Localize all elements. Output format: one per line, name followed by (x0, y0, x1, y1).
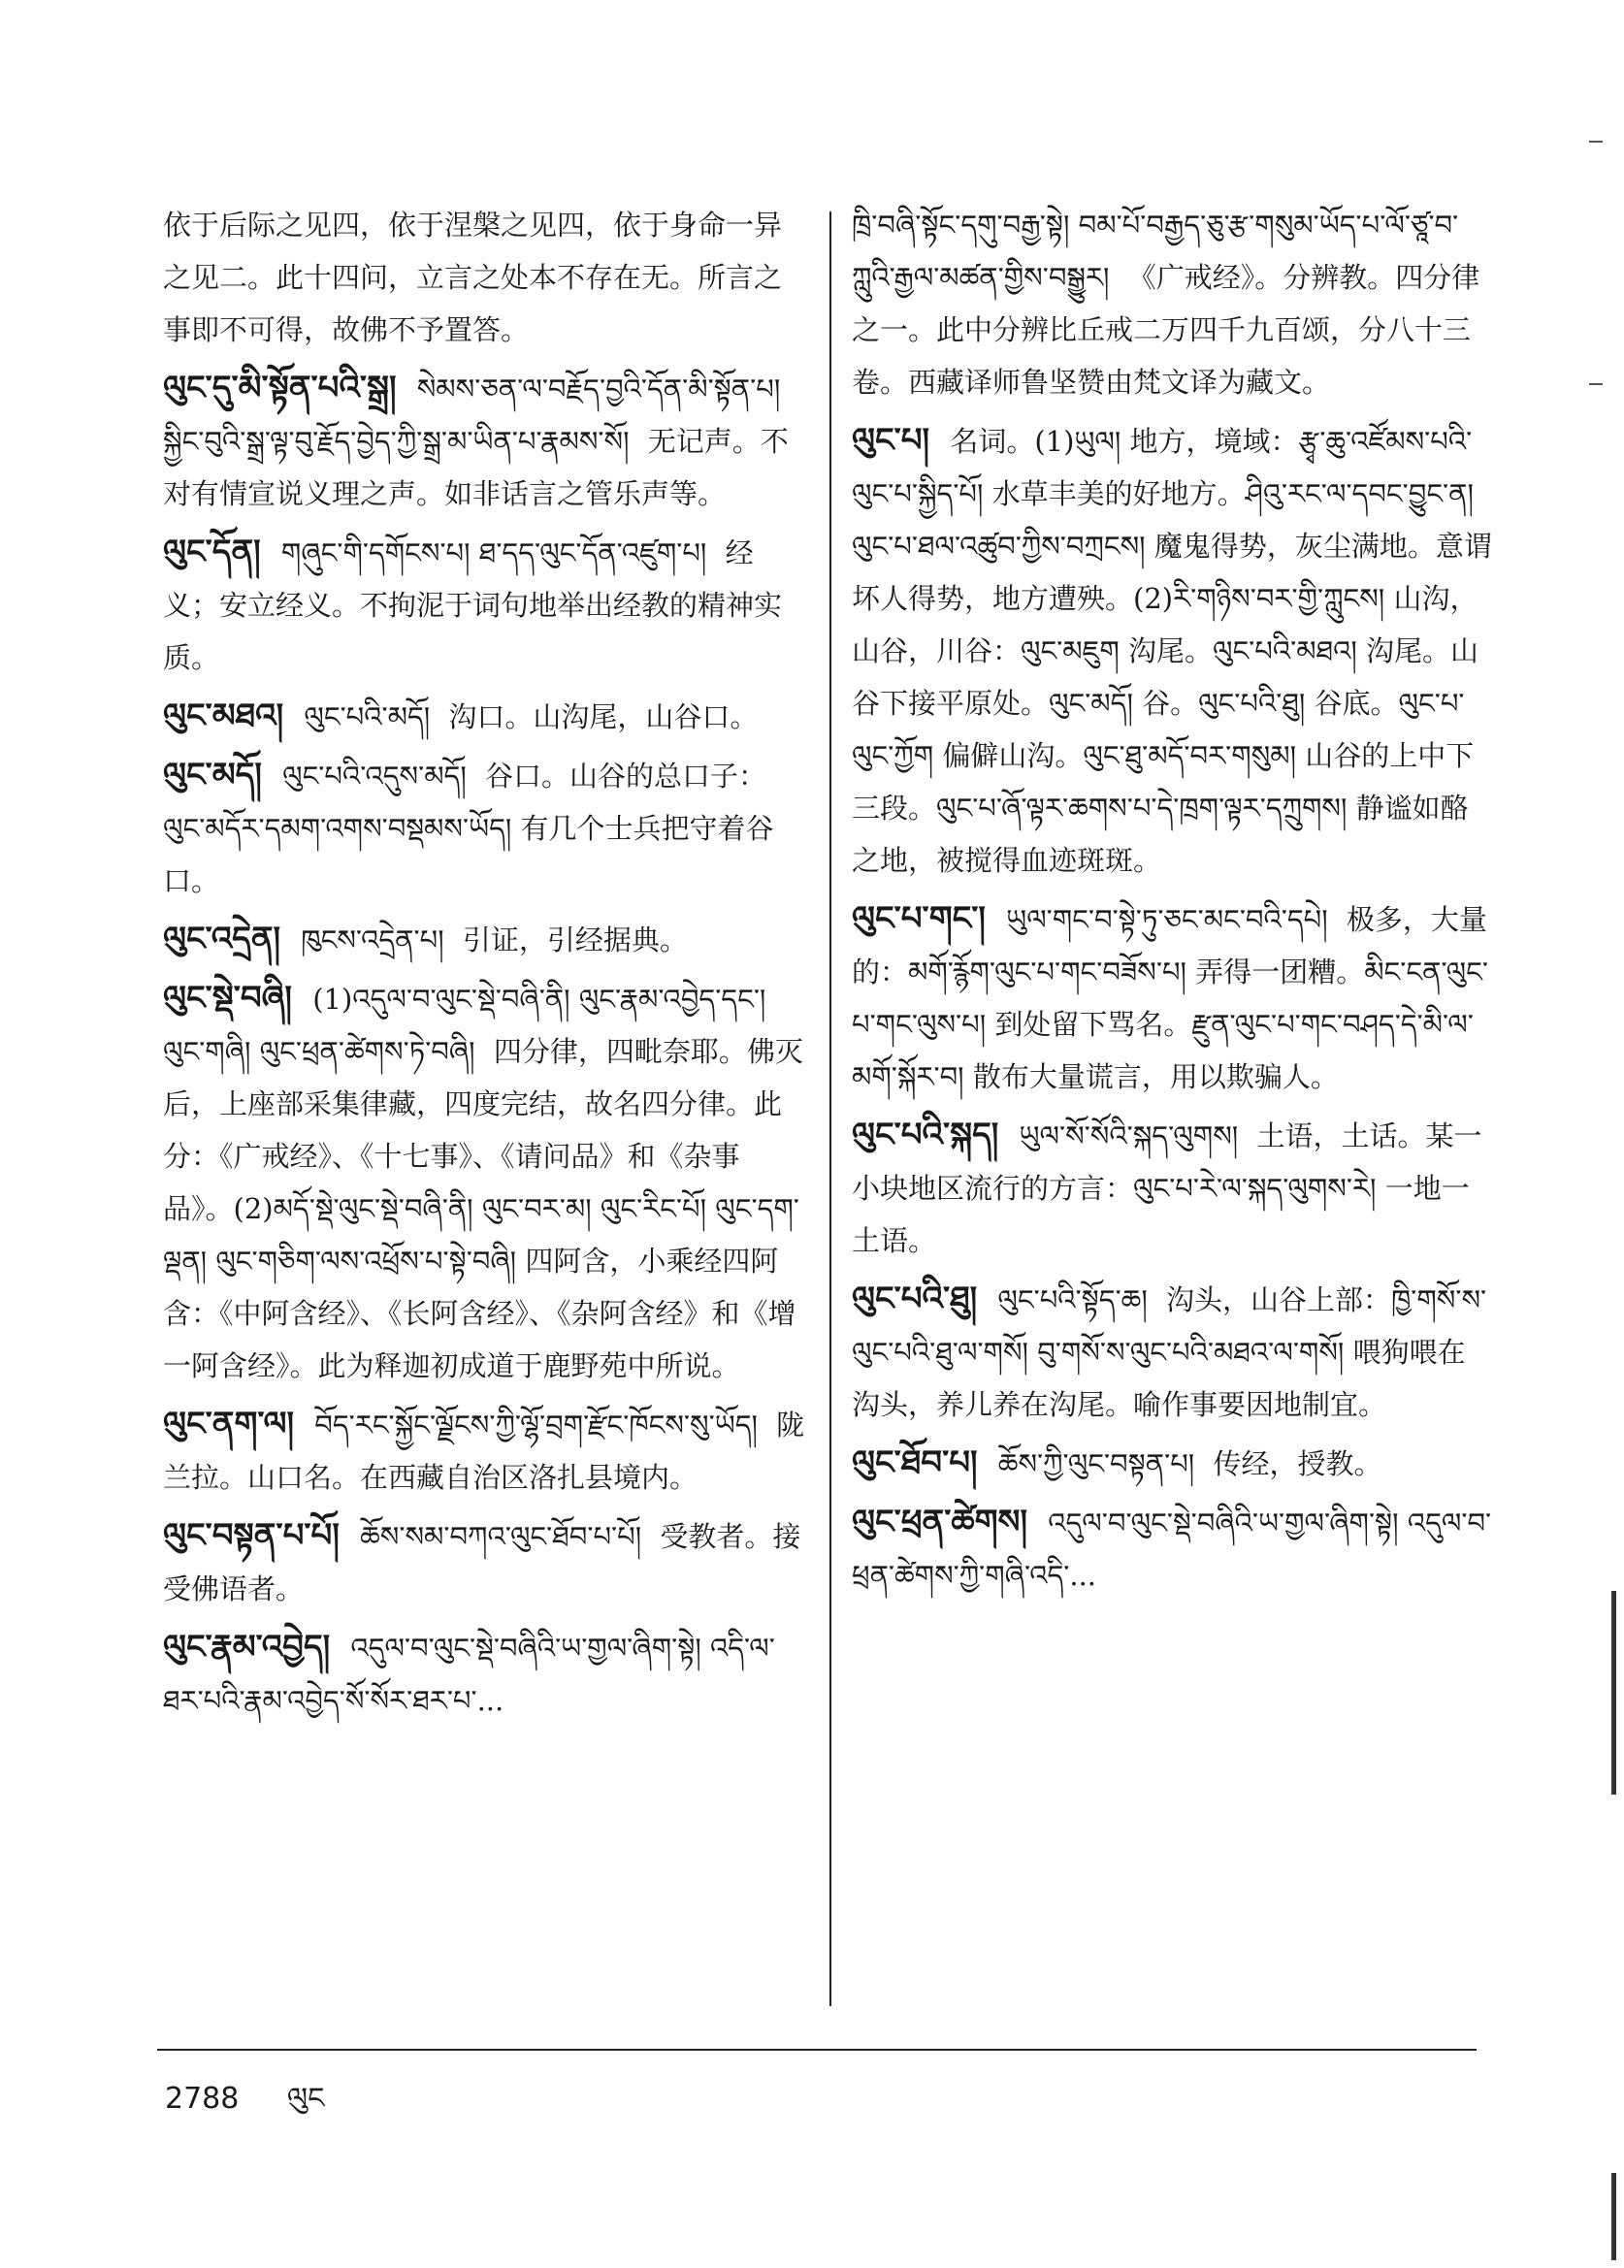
scan-tick-mark (1589, 383, 1603, 385)
running-head: ལུང (286, 2082, 325, 2116)
tibetan-gloss: གཞུང་གི་དགོངས་པ། ཐ་དད་ལུང་དོན་འཛུག་པ། (280, 536, 707, 569)
definition: 经义；安立经义。不拘泥于词句地举出经教的精神实质。 (163, 536, 783, 674)
headword: ལུང་པའི་ཐུ། (852, 1280, 978, 1318)
entry-continued (163, 199, 807, 356)
headword: ལུང་མདོ། (163, 756, 262, 794)
entry (163, 972, 807, 1392)
entry (852, 414, 1492, 887)
entry (163, 1621, 807, 1727)
headword: ལུང་པ་གང་། (852, 899, 986, 938)
entry (852, 1437, 1492, 1490)
tibetan-gloss: ཆོས་སམ་བཀའ་ལུང་ཐོབ་པ་པོ། (360, 1520, 642, 1553)
tibetan-gloss: ལུང་པའི་མདོ། (304, 700, 431, 733)
definition: 依于后际之见四，依于涅槃之见四，依于身命一异之见二。此十四问，立言之处本不存在无。所言之事即不可得，故佛不予置答。 (163, 209, 783, 346)
entry (852, 1496, 1492, 1602)
tibetan-gloss: (1)འདུལ་བ་ལུང་སྡེ་བཞི་ནི། ལུང་རྣམ་འབྱེད་དང་། ལུང་གཞི། ལུང་ཕྲན་ཚེགས་ཏེ་བཞི། (163, 983, 766, 1068)
tibetan-gloss: ལུང་པའི་སྟོད་ཆ། (997, 1283, 1148, 1316)
entry (163, 1509, 807, 1615)
headword: ལུང་སྡེ་བཞི། (163, 979, 292, 1018)
tibetan-gloss: ཡུལ་གང་བ་སྟེ་ཏུ་ཅང་མང་བའི་དཔེ། (1006, 903, 1328, 936)
left-column (163, 199, 807, 1733)
definition: 沟口。山沟尾，山谷口。 (448, 700, 759, 733)
tibetan-gloss: བོད་རང་སྐྱོང་ལྗོངས་ཀྱི་ལྷོ་བྲག་རྫོང་ཁོངས་སུ་ཡོད། (314, 1409, 758, 1442)
definition: 陇兰拉。山口名。在西藏自治区洛扎县境内。 (163, 1409, 805, 1494)
definition: 名词。(1)ཡུལ། 地方，境域：རྩྭ་ཆུ་འཛོམས་པའི་ལུང་པ་སྐྱིད་པོ། 水草丰美的好地方。ཤིའུ་རང་ལ་དབང་བྱུང་ན། ལུང་པ་ཐལ་འཚུབ་ཀྱིས་བཀྲངས། 魔鬼得势，灰尘满地。意谓坏人得势，地方遭殃。(2)རི་གཉིས་བར་གྱི་ཀླུངས། 山沟，山谷，川谷：ལུང་མཇུག 沟尾。ལུང་པའི་མཐའ། 沟尾。山谷下接平原处。ལུང་མདོ། 谷。ལུང་པའི་ཐུ། 谷底。ལུང་པ་ལུང་ཀྱོག 偏僻山沟。ལུང་ཐུ་མདོ་བར་གསུམ། 山谷的上中下三段。ལུང་པ་ཞོ་ལྟར་ཆགས་པ་དེ་ཁྲག་ལྟར་དཀྲུགས། 静谧如酪之地，被搅得血迹斑斑。 (852, 425, 1492, 877)
definition: 谷口。山谷的总口子：ལུང་མདོར་དམག་འགས་བསྡམས་ཡོད། 有几个士兵把守着谷口。 (163, 760, 774, 897)
headword: ལུང་མཐའ། (163, 697, 284, 735)
scan-edge-mark (1611, 2173, 1616, 2260)
tibetan-gloss: འདུལ་བ་ལུང་སྡེ་བཞིའི་ཡ་གྱལ་ཞིག་སྟེ། འདུལ་བ་ཕྲན་ཚེགས་ཀྱི་གཞི་འདི་... (852, 1507, 1492, 1592)
headword: ལུང་ནག་ལ། (163, 1405, 295, 1443)
headword: ལུང་བསྟན་པ་པོ། (163, 1516, 340, 1555)
tibetan-gloss: ཁྲི་བཞི་སྟོང་དགུ་བརྒྱ་སྟེ། བམ་པོ་བརྒྱད་ཅུ་རྩ་གསུམ་ཡོད་པ་ལོ་ཙཱ་བ་ཀླུའི་རྒྱལ་མཚན་གྱིས་བསྒྱུར། (852, 209, 1459, 294)
column-divider (829, 211, 831, 2006)
page-footer (165, 2066, 363, 2148)
definition: 传经，授教。 (1213, 1447, 1382, 1480)
definition: 《广戒经》。分辨教。四分律之一。此中分辨比丘戒二万四千九百颂，分八十三卷。西藏译师鲁坚赞由梵文译为藏文。 (852, 261, 1480, 399)
entry (163, 1398, 807, 1504)
definition: 无记声。不对有情宣说义理之声。如非话言之管乐声等。 (163, 425, 789, 510)
entry (163, 690, 807, 743)
scan-edge-mark (1611, 1591, 1616, 1795)
tibetan-gloss: ཁུངས་འདྲེན་པ། (301, 923, 444, 956)
definition: 沟头，山谷上部：ཁྱི་གསོ་ས་ལུང་པའི་ཐུ་ལ་གསོ། བུ་གསོ་ས་ལུང་པའི་མཐའ་ལ་གསོ། 喂狗喂在沟头，养儿养在沟尾。喻作事要因地制宜。 (852, 1283, 1487, 1421)
entry (852, 892, 1492, 1103)
definition: 受教者。接受佛语者。 (163, 1520, 801, 1605)
entry (163, 749, 807, 907)
tibetan-gloss: ལུང་པའི་འདུས་མདོ། (282, 760, 467, 793)
entry (163, 913, 807, 966)
headword: ལུང་ཐོབ་པ། (852, 1443, 978, 1482)
entry (163, 526, 807, 684)
definition: 极多，大量的：མགོ་རྙོག་ལུང་པ་གང་བཟོས་པ། 弄得一团糟。མིང་ངན་ལུང་པ་གང་ལུས་པ། 到处留下骂名。རྫུན་ལུང་པ་གང་བཤད་དེ་མི་ལ་མགོ་སྐོར་བ། 散布大量谎言，用以欺骗人。 (852, 903, 1488, 1093)
tibetan-gloss: ཆོས་ཀྱི་ལུང་བསྟན་པ། (997, 1447, 1195, 1480)
headword: ལུང་པ། (852, 421, 930, 460)
entry (163, 362, 807, 520)
tibetan-gloss: སེམས་ཅན་ལ་བརྗོད་བྱའི་དོན་མི་སྟོན་པ། སྐྱིང་བུའི་སྒྲ་ལྟ་བུ་རྗོད་བྱེད་ཀྱི་སྒྲ་མ་ཡིན་པ་རྣམས་སོ། (163, 373, 781, 458)
entry (852, 1109, 1492, 1267)
headword: ལུང་དུ་མི་སྟོན་པའི་སྒྲ། (163, 369, 397, 407)
page-number: 2788 (165, 2082, 240, 2116)
headword: ལུང་ཕྲན་ཚེགས། (852, 1503, 1028, 1541)
entry (852, 1273, 1492, 1431)
definition: 土语，土话。某一小块地区流行的方言：ལུང་པ་རེ་ལ་སྐད་ལུགས་རེ། 一地一土语。 (852, 1119, 1482, 1257)
scan-tick-mark (1589, 141, 1603, 143)
headword: ལུང་རྣམ་འབྱེད། (163, 1628, 331, 1667)
entry-continued (852, 199, 1492, 408)
headword: ལུང་དོན། (163, 533, 261, 571)
footer-rule (157, 2049, 1477, 2051)
tibetan-gloss: འདུལ་བ་ལུང་སྡེ་བཞིའི་ཡ་གྱལ་ཞིག་སྟེ། འདི་ལ་ཐར་པའི་རྣམ་འབྱེད་སོ་སོར་ཐར་པ་... (163, 1632, 775, 1717)
right-column (852, 199, 1492, 1607)
definition: 引证，引经据典。 (462, 923, 688, 956)
definition: 四分律，四毗奈耶。佛灭后，上座部采集律藏，四度完结，故名四分律。此分：《广戒经》、《十七事》、《请问品》和《杂事品》。(2)མདོ་སྡེ་ལུང་སྡེ་བཞི་ནི། ལུང་བར་མ། ལུང་རིང་པོ། ལུང་དག་ལྡན། ལུང་གཅིག་ལས་འཕྲོས་པ་སྟེ་བཞི། 四阿含，小乘经四阿含：《中阿含经》、《长阿含经》、《杂阿含经》和《增一阿含经》。此为释迦初成道于鹿野苑中所说。 (163, 1035, 803, 1382)
tibetan-gloss: ཡུལ་སོ་སོའི་སྐད་ལུགས། (1019, 1119, 1239, 1152)
headword: ལུང་འདྲེན། (163, 920, 281, 958)
headword: ལུང་པའི་སྐད། (852, 1116, 999, 1154)
